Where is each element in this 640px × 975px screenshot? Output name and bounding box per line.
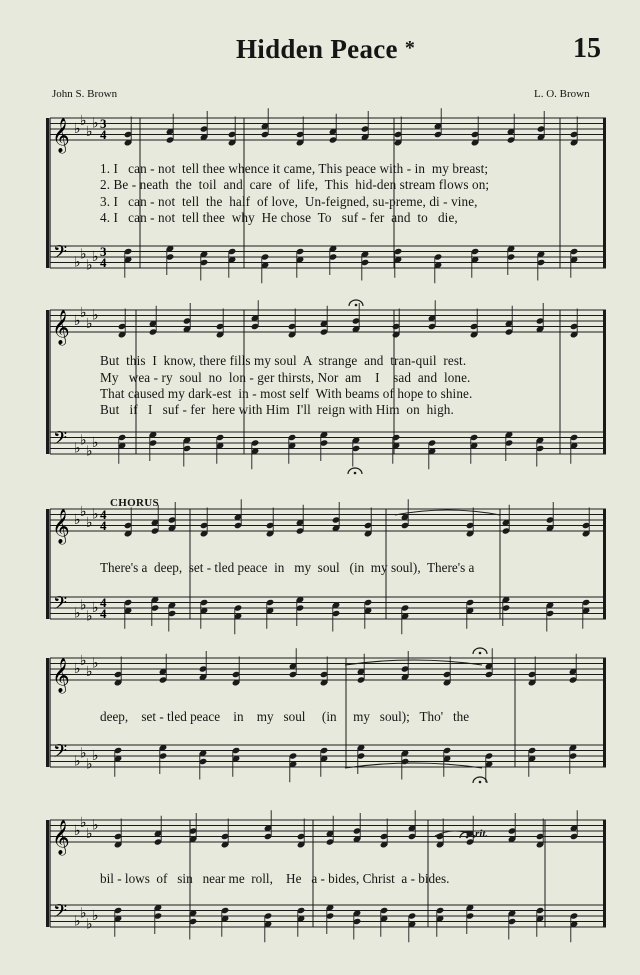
bass-clef-icon: 𝄢 <box>53 901 68 927</box>
flat-sign-icon: ♭ <box>80 432 87 449</box>
words-credit: John S. Brown <box>52 88 118 100</box>
flat-sign-icon: ♭ <box>80 246 87 263</box>
verse-3-line-1: 3. I can - not tell the half of love, Un-feigned, su-preme, di - vine, <box>100 194 478 209</box>
chorus-line-3: bil - lows of sin near me roll, He a - bides, Christ a - bides. <box>100 871 450 886</box>
final-bar-line <box>603 658 606 767</box>
fermata-dot <box>479 652 482 655</box>
flat-sign-icon: ♭ <box>74 512 81 528</box>
flat-sign-icon: ♭ <box>74 313 81 329</box>
bass-clef-icon: 𝄢 <box>53 593 68 619</box>
treble-clef-icon: 𝄞 <box>52 658 70 693</box>
flat-sign-icon: ♭ <box>74 823 81 839</box>
system-brace <box>46 820 49 927</box>
bass-clef-icon: 𝄢 <box>53 242 68 268</box>
flat-sign-icon: ♭ <box>86 257 93 274</box>
chorus-label: CHORUS <box>110 497 159 509</box>
flat-sign-icon: ♭ <box>80 503 87 520</box>
time-signature-bottom: 4 <box>100 518 107 533</box>
fermata-dot <box>479 781 482 784</box>
time-signature-bottom: 4 <box>100 606 107 621</box>
chorus-line-1: There's a deep, set - tled peace in my soul (in my soul), There's a <box>100 560 475 575</box>
flat-sign-icon: ♭ <box>74 661 81 677</box>
time-signature-bottom: 4 <box>100 255 107 270</box>
flat-sign-icon: ♭ <box>92 817 99 834</box>
flat-sign-icon: ♭ <box>80 814 87 831</box>
flat-sign-icon: ♭ <box>86 756 93 773</box>
flat-sign-icon: ♭ <box>74 605 81 622</box>
flat-sign-icon: ♭ <box>86 315 93 332</box>
hymn-title-text: Hidden Peace <box>236 34 398 64</box>
flat-sign-icon: ♭ <box>74 254 81 271</box>
flat-sign-icon: ♭ <box>74 913 81 930</box>
fermata-dot <box>354 472 357 475</box>
treble-clef-icon: 𝄞 <box>52 310 70 345</box>
flat-sign-icon: ♭ <box>92 307 99 324</box>
flat-sign-icon: ♭ <box>86 123 93 140</box>
verse-1-line-1: 1. I can - not tell thee whence it came, This peace with - in my breast; <box>100 161 489 176</box>
final-bar-line <box>603 820 606 927</box>
bass-clef-icon: 𝄢 <box>53 741 68 767</box>
hymn-number: 15 <box>573 33 601 64</box>
time-signature-top: 4 <box>100 595 107 610</box>
system-brace <box>46 509 49 619</box>
flat-sign-icon: ♭ <box>92 908 99 924</box>
flat-sign-icon: ♭ <box>80 304 87 321</box>
flat-sign-icon: ♭ <box>92 435 99 451</box>
tie-slur <box>345 660 482 665</box>
flat-sign-icon: ♭ <box>80 597 87 614</box>
system-brace <box>46 310 49 454</box>
flat-sign-icon: ♭ <box>80 652 87 669</box>
flat-sign-icon: ♭ <box>80 112 87 129</box>
final-bar-line <box>603 310 606 454</box>
flat-sign-icon: ♭ <box>86 916 93 933</box>
treble-clef-icon: 𝄞 <box>52 820 70 855</box>
flat-sign-icon: ♭ <box>80 905 87 922</box>
flat-sign-icon: ♭ <box>92 655 99 672</box>
final-bar-line <box>603 509 606 619</box>
time-signature-top: 3 <box>100 116 107 131</box>
bass-clef-icon: 𝄢 <box>53 428 68 454</box>
system-brace <box>46 658 49 767</box>
time-signature-top: 4 <box>100 507 107 522</box>
flat-sign-icon: ♭ <box>92 600 99 616</box>
music-credit: L. O. Brown <box>534 88 590 100</box>
final-bar-line <box>603 118 606 268</box>
hymn-title-mark: * <box>404 37 416 59</box>
flat-sign-icon: ♭ <box>92 115 99 132</box>
verse-4-line-2: But if I suf - fer here with Him I'll reign with Him on high. <box>100 402 454 417</box>
flat-sign-icon: ♭ <box>92 249 99 265</box>
chorus-line-2: deep, set - tled peace in my soul (in my soul); Tho' the <box>100 709 470 724</box>
verse-2-line-1: 2. Be - neath the toil and care of life, This hid-den stream flows on; <box>100 177 490 192</box>
treble-clef-icon: 𝄞 <box>52 509 70 544</box>
time-signature-bottom: 4 <box>100 127 107 142</box>
flat-sign-icon: ♭ <box>74 121 81 137</box>
verse-4-line-1: 4. I can - not tell thee why He chose To suf - fer and to die, <box>100 210 458 225</box>
flat-sign-icon: ♭ <box>74 753 81 770</box>
ritardando-mark: rit. <box>475 828 489 840</box>
flat-sign-icon: ♭ <box>86 663 93 680</box>
fermata-dot <box>466 836 469 839</box>
flat-sign-icon: ♭ <box>92 748 99 764</box>
flat-sign-icon: ♭ <box>86 825 93 842</box>
verse-3-line-2: That caused my dark-est in - most self With beams of hope to shine. <box>100 386 473 401</box>
fermata-dot <box>355 304 358 307</box>
system-brace <box>46 118 49 268</box>
flat-sign-icon: ♭ <box>80 745 87 762</box>
flat-sign-icon: ♭ <box>74 440 81 457</box>
flat-sign-icon: ♭ <box>86 443 93 460</box>
flat-sign-icon: ♭ <box>86 514 93 531</box>
treble-clef-icon: 𝄞 <box>52 118 70 153</box>
time-signature-top: 3 <box>100 244 107 259</box>
verse-2-line-2: My wea - ry soul no lon - ger thirsts, Nor am I sad and lone. <box>100 370 471 385</box>
verse-1-line-2: But this I know, there fills my soul A strange and tran-quil rest. <box>100 353 467 368</box>
flat-sign-icon: ♭ <box>86 608 93 625</box>
flat-sign-icon: ♭ <box>92 506 99 523</box>
